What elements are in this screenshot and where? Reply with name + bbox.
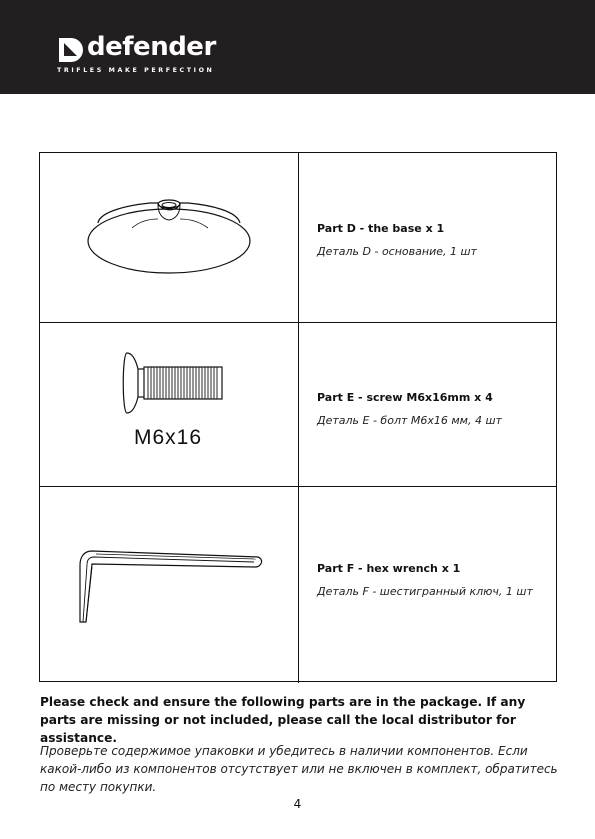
part-image-cell bbox=[40, 323, 299, 486]
part-d-label-ru: Деталь D - основание, 1 шт bbox=[317, 245, 477, 258]
note-english: Please check and ensure the following parts are in the package. If any parts are missing or not included, please call the local distributor for assistance. bbox=[40, 695, 526, 745]
screw-icon bbox=[40, 323, 299, 423]
part-row-e bbox=[40, 322, 556, 486]
hex-wrench-icon bbox=[40, 487, 299, 682]
screw-size-label: M6x16 bbox=[134, 426, 203, 449]
part-image-cell bbox=[40, 487, 299, 683]
part-text-cell bbox=[299, 153, 556, 322]
part-text-cell bbox=[299, 487, 556, 683]
header-bar bbox=[0, 0, 595, 94]
defender-d-logo-icon bbox=[57, 36, 85, 64]
part-image-cell bbox=[40, 153, 299, 322]
part-e-label-en: Part E - screw M6x16mm x 4 bbox=[317, 391, 493, 404]
page-number: 4 bbox=[293, 797, 302, 811]
part-f-label-ru: Деталь F - шестигранный ключ, 1 шт bbox=[317, 585, 533, 598]
parts-table bbox=[39, 152, 557, 682]
part-f-label-en: Part F - hex wrench x 1 bbox=[317, 562, 461, 575]
part-e-label-ru: Деталь E - болт М6х16 мм, 4 шт bbox=[317, 414, 502, 427]
part-row-d bbox=[40, 153, 556, 322]
base-icon bbox=[40, 153, 299, 321]
brand-tagline: TRIFLES MAKE PERFECTION bbox=[57, 67, 215, 74]
part-text-cell bbox=[299, 323, 556, 486]
note-russian: Проверьте содержимое упаковки и убедитесь в наличии компонентов. Если какой-либо из компонентов отсутствует или не включен в комплект, обратитесь по месту покупки. bbox=[40, 744, 558, 794]
part-row-f bbox=[40, 486, 556, 683]
part-d-label-en: Part D - the base x 1 bbox=[317, 222, 445, 235]
brand-logo bbox=[57, 32, 227, 76]
brand-name: defender bbox=[87, 32, 216, 62]
